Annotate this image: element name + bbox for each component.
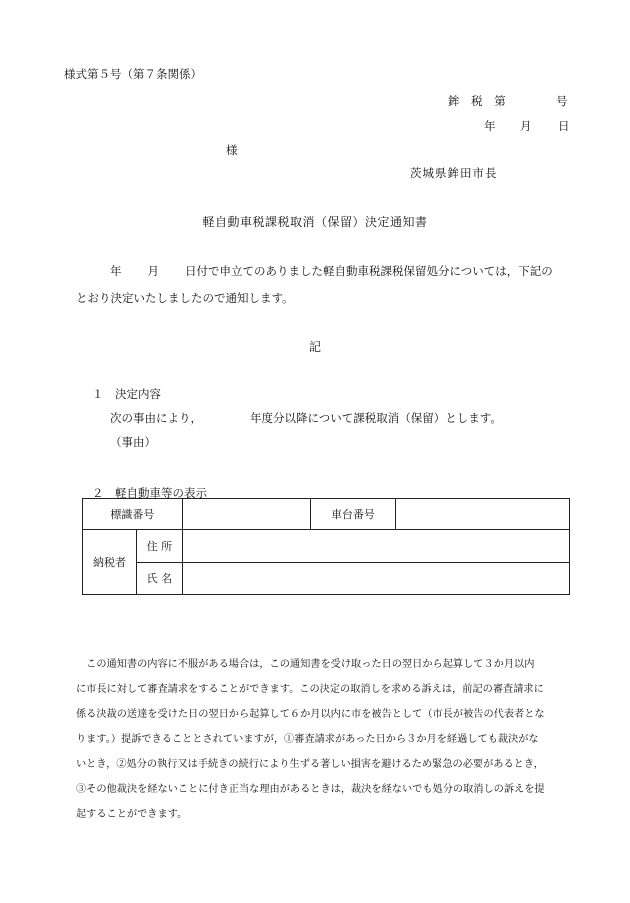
vehicle-table <box>82 498 570 595</box>
notice-line: 起することができます。 <box>76 809 188 820</box>
document-title: 軽自動車税課税取消（保留）決定通知書 <box>202 215 428 229</box>
plate-number-field[interactable] <box>182 499 310 530</box>
section-1-heading: １ 決定内容 <box>92 387 161 401</box>
address-field[interactable] <box>182 530 569 562</box>
decision-text-start: 次の事由により， <box>110 411 202 425</box>
plate-number-label: 標識番号 <box>83 499 183 530</box>
notice-line: この通知書の内容に不服がある場合は，この通知書を受け取った日の翌日から起算して３か月以内 <box>76 659 535 670</box>
body-line-1 <box>110 263 553 279</box>
chassis-number-label: 車台番号 <box>310 499 396 530</box>
taxpayer-label: 納税者 <box>83 530 137 595</box>
notice-line: ③その他裁決を経ないことに付き正当な理由があるときは，裁決を経ないでも処分の取消しの訴えを提 <box>76 784 545 795</box>
notice-line: に市長に対して審査請求をすることができます。この決定の取消しを求める訴えは，前記の審査請求に <box>76 684 544 695</box>
date-year: 年 <box>484 119 496 133</box>
appeal-notice <box>76 652 574 827</box>
notice-line: 係る決裁の送達を受けた日の翌日から起算して６か月以内に市を被告として（市長が被告の代表者とな <box>76 709 545 720</box>
body-line-2: とおり決定いたしましたので通知します。 <box>76 291 294 305</box>
addressee-suffix: 様 <box>226 143 238 157</box>
notice-line: いとき，②処分の執行又は手続きの続行により生ずる著しい損害を避けるため緊急の必要があるとき， <box>76 759 544 770</box>
body-text-1: 日付で申立てのありました軽自動車税課税保留処分については，下記の <box>185 264 553 278</box>
section-2-heading: ２ 軽自動車等の表示 <box>92 486 207 500</box>
document-number-label: 鉾 税 第 <box>448 94 510 108</box>
document-number-suffix: 号 <box>556 94 568 108</box>
date-day: 日 <box>558 119 570 133</box>
form-number: 様式第５号（第７条関係） <box>64 67 202 81</box>
chassis-number-field[interactable] <box>396 499 570 530</box>
name-label: 氏 名 <box>136 562 182 594</box>
date-month: 月 <box>520 119 532 133</box>
body-month: 月 <box>147 264 159 278</box>
sender: 茨城県鉾田市長 <box>410 166 498 180</box>
reason-label: （事由） <box>110 435 156 449</box>
decision-text-end: 年度分以降について課税取消（保留）とします。 <box>250 411 502 425</box>
body-year: 年 <box>110 264 122 278</box>
ki-marker: 記 <box>308 340 321 354</box>
address-label: 住 所 <box>136 530 182 562</box>
notice-line: ります。）提訴できることとされていますが，①審査請求があった日から３か月を経過しても裁決がな <box>76 734 539 745</box>
name-field[interactable] <box>182 562 569 594</box>
section-1-decision-line <box>110 410 502 426</box>
